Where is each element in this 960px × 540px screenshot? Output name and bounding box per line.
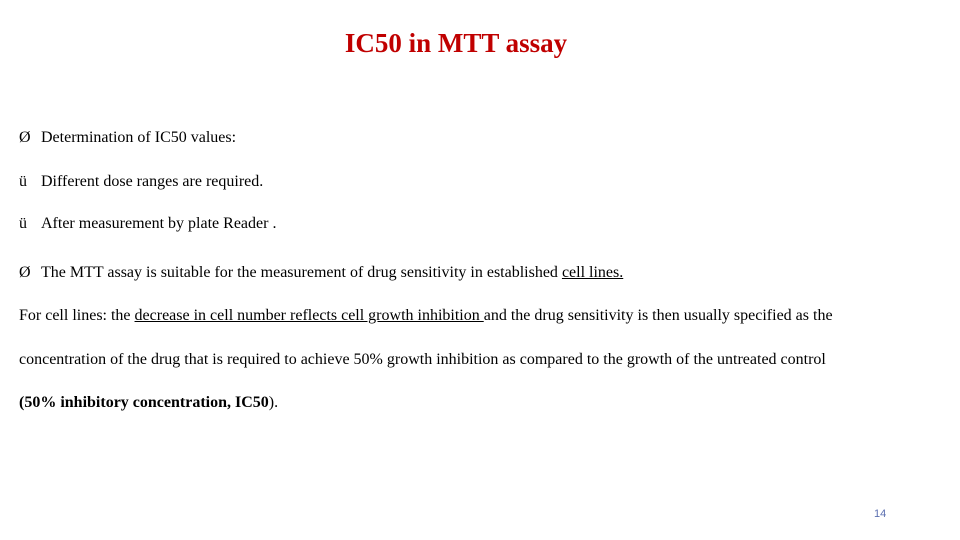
cell-lines-underlined: cell lines.	[561, 264, 624, 281]
checkmark-bullet-icon: ü	[19, 215, 27, 232]
bullet-mtt-suitability	[19, 264, 623, 282]
arrow-bullet-icon: Ø	[19, 129, 31, 146]
bold-definition: (50% inhibitory concentration, IC50	[19, 394, 269, 411]
para-text: and the drug sensitivity is then usually specified as the	[483, 307, 833, 324]
paragraph-line-1	[19, 307, 833, 325]
bullet-text: After measurement by plate Reader .	[41, 215, 277, 232]
bullet-text: The MTT assay is suitable for the measurement of drug sensitivity in established	[41, 264, 562, 281]
para-text: ).	[268, 394, 279, 411]
bullet-ic50-determination	[19, 129, 236, 147]
checkmark-bullet-icon: ü	[19, 173, 27, 190]
para-text: For cell lines: the	[19, 307, 135, 324]
bullet-text: Determination of IC50 values:	[41, 129, 237, 146]
paragraph-line-2: concentration of the drug that is required to achieve 50% growth inhibition as compared to the growth of the untreated control	[19, 351, 826, 368]
slide-title: IC50 in MTT assay	[344, 28, 568, 58]
page-number: 14	[874, 508, 887, 520]
underlined-phrase: decrease in cell number reflects cell growth inhibition	[134, 307, 484, 324]
bullet-text: Different dose ranges are required.	[41, 173, 264, 190]
bullet-plate-reader	[19, 215, 276, 233]
arrow-bullet-icon: Ø	[19, 264, 31, 281]
bullet-dose-ranges	[19, 173, 263, 191]
paragraph-line-3	[19, 394, 278, 412]
